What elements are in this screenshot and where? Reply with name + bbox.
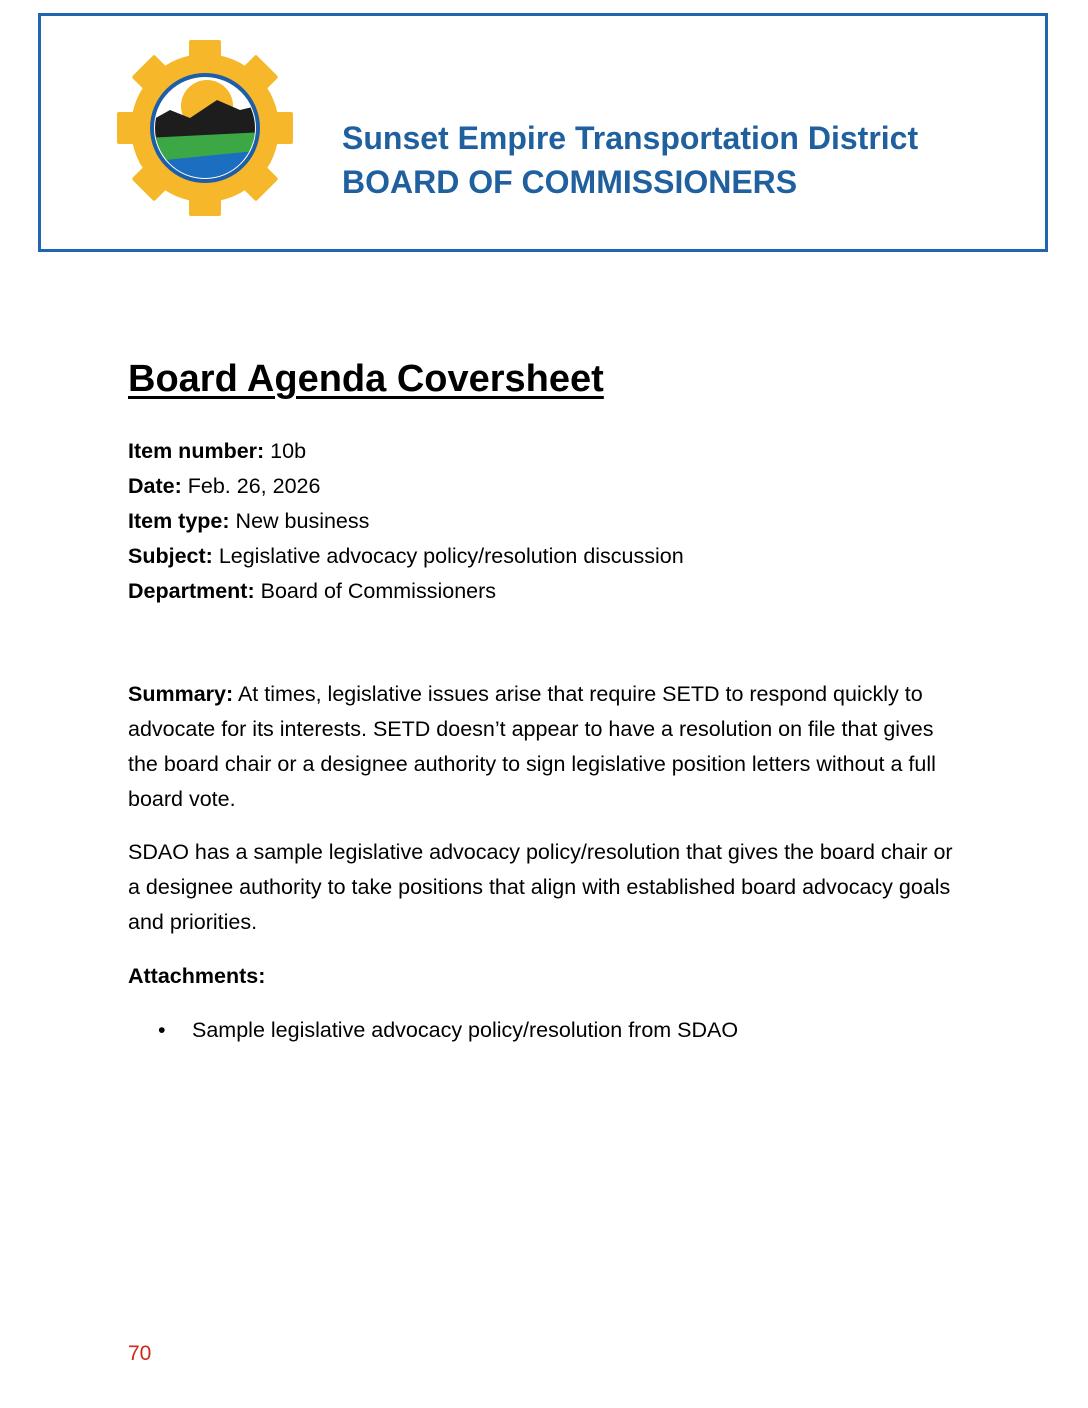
field-label: Department: bbox=[128, 579, 255, 603]
field-item-number bbox=[128, 434, 684, 469]
field-label: Subject: bbox=[128, 544, 213, 568]
attachment-text: Sample legislative advocacy policy/resolution from SDAO bbox=[192, 1018, 739, 1042]
field-label: Item number: bbox=[128, 439, 265, 463]
attachments-list bbox=[128, 1013, 738, 1048]
summary-paragraph-1 bbox=[128, 677, 968, 817]
summary-label: Summary: bbox=[128, 682, 234, 706]
field-subject bbox=[128, 539, 684, 574]
summary-section bbox=[128, 677, 968, 958]
field-department bbox=[128, 574, 684, 609]
document-title: Board Agenda Coversheet bbox=[128, 358, 604, 400]
list-item bbox=[128, 1013, 738, 1048]
gear-sun-mountain-logo bbox=[115, 38, 295, 218]
field-value: 10b bbox=[270, 439, 307, 463]
org-name: Sunset Empire Transportation District bbox=[342, 120, 919, 156]
field-label: Date: bbox=[128, 474, 182, 498]
field-value: Board of Commissioners bbox=[260, 579, 497, 603]
bullet-icon: • bbox=[158, 1018, 166, 1042]
summary-paragraph-2: SDAO has a sample legislative advocacy policy/resolution that gives the board chair or a designee authority to take positions that align with established board advocacy goals and priorities. bbox=[128, 840, 953, 934]
attachments-heading: Attachments: bbox=[128, 964, 266, 988]
page-number: 70 bbox=[128, 1342, 152, 1365]
field-value: Legislative advocacy policy/resolution discussion bbox=[218, 544, 684, 568]
agenda-fields bbox=[128, 434, 684, 609]
summary-text: At times, legislative issues arise that require SETD to respond quickly to advocate for its interests. SETD doesn’t appear to have a resolution on file that gives the board chair or a designee authority to sign legislative position letters without a full board vote. bbox=[128, 682, 936, 811]
field-item-type bbox=[128, 504, 684, 539]
board-name: BOARD OF COMMISSIONERS bbox=[342, 164, 798, 200]
field-date bbox=[128, 469, 684, 504]
field-value: New business bbox=[235, 509, 370, 533]
field-value: Feb. 26, 2026 bbox=[187, 474, 321, 498]
field-label: Item type: bbox=[128, 509, 230, 533]
